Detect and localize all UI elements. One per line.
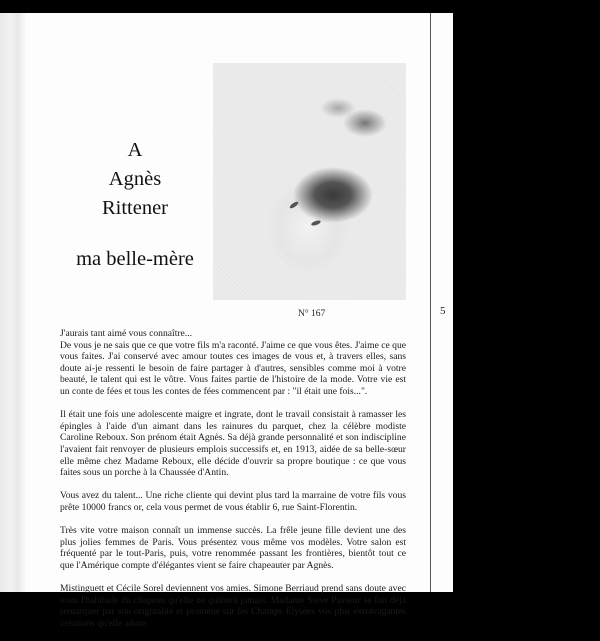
paragraph: J'aurais tant aimé vous connaître... bbox=[60, 328, 193, 339]
dedication-title bbox=[55, 136, 215, 274]
page-binding-shadow bbox=[0, 13, 26, 592]
page-number: 5 bbox=[440, 305, 446, 317]
photo-caption: N° 167 bbox=[298, 309, 326, 319]
paragraph: Il était une fois une adolescente maigre et ingrate, dont le travail consistait à ramasser les épingles à l'aide d'un aimant dans les rainures du parquet, chez la célèbre modiste Caroline Reboux. Son prénom était Agnès. Sa déjà grande personnalité et son indiscipline l'avaient fait renvoyer de plusieurs emplois successifs et, en 1913, aidée de sa belle-sœur elle même chez Madame Reboux, elle décide d'ouvrir sa propre boutique : ce que vous faites sous un porche à la Chaussée d'Antin. bbox=[60, 409, 406, 479]
paragraph: Mistinguett et Cécile Sorel deviennent vos amies. Simone Berriaud prend sans doute avec vous l'habitude du chapeau qu'elle ne quittera jamais. Madame Steve Passeur se fait déjà remarquer par son originalité et promène sur les Champs-Elysées vos plus extravagantes créations qu'elle adore. bbox=[60, 583, 406, 629]
photo-grain bbox=[213, 63, 406, 300]
paragraph: Vous avez du talent... Une riche cliente qui devint plus tard la marraine de votre fils vous prête 10000 francs or, cela vous permet de vous établir 6, rue Saint-Florentin. bbox=[60, 490, 406, 513]
paragraph: Très vite votre maison connaît un immense succès. La frêle jeune fille devient une des plus jolies femmes de Paris. Vous présentez vous même vos modèles. Votre salon est fréquenté par le tout-Paris, puis, votre renommée passant les frontières, bientôt tout ce que l'Amérique compte d'élégantes vient se faire chapeauter par Agnès. bbox=[60, 525, 406, 571]
portrait-photo bbox=[213, 63, 406, 300]
paragraph: De vous je ne sais que ce que votre fils m'a raconté. J'aime ce que vous êtes. J'aime ce que vous faites. J'ai conservé avec amour toutes ces images de vous et, à travers elles, sans doute ai-je ressenti le besoin de faire partager à d'autres, sensibles comme moi à votre beauté, le talent qui est le vôtre. Vous faites partie de l'histoire de la mode. Votre vie est un conte de fées et tous les contes de fées commencent par : "il était une fois...". bbox=[60, 339, 406, 397]
dedication-line-4: ma belle-mère bbox=[76, 248, 194, 270]
body-text bbox=[60, 328, 406, 641]
dedication-line-3: Rittener bbox=[101, 197, 169, 219]
book-page bbox=[0, 13, 453, 629]
page-edge-line bbox=[430, 13, 431, 592]
dedication-line-1: A bbox=[127, 139, 143, 161]
dedication-line-2: Agnès bbox=[108, 168, 162, 190]
